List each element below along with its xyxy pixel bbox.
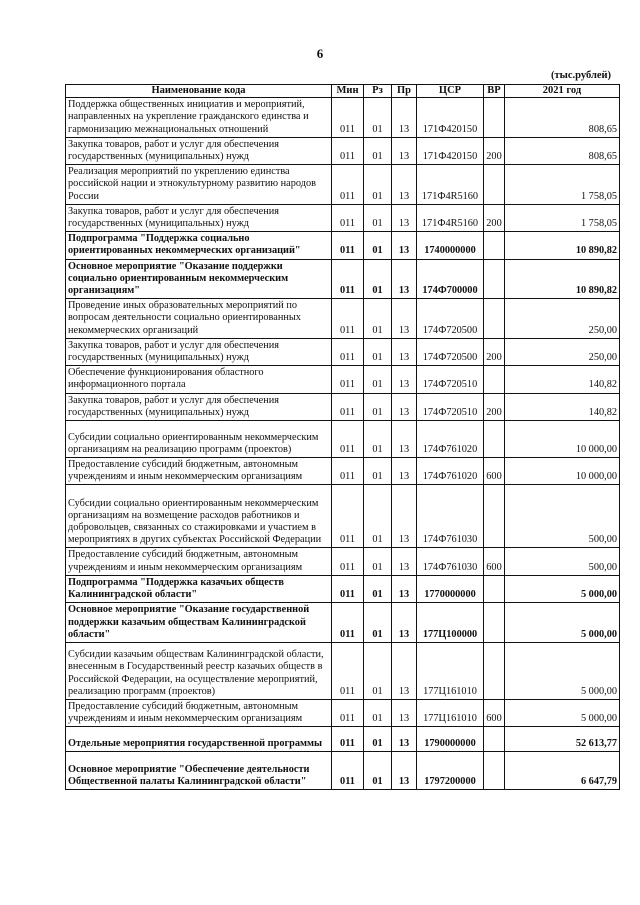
table-body: [66, 98, 620, 790]
header-min: Мин: [332, 85, 364, 98]
cell-sum: 52 613,77: [505, 727, 620, 752]
cell-name: Отдельные мероприятия государственной программы: [66, 727, 332, 752]
cell-rz: 01: [364, 485, 392, 548]
cell-rz: 01: [364, 458, 392, 485]
cell-name: Предоставление субсидий бюджетным, автономным учреждениям и иным некоммерческим организациям: [66, 548, 332, 575]
cell-csr: 1790000000: [417, 727, 484, 752]
cell-sum: 250,00: [505, 299, 620, 339]
cell-sum: 808,65: [505, 98, 620, 138]
cell-vr: 600: [484, 699, 505, 726]
cell-pr: 13: [392, 366, 417, 393]
cell-min: 011: [332, 548, 364, 575]
cell-name: Субсидии казачьим обществам Калининградской области, внесенным в Государственный реестр казачьих обществ в Российской Федерации, на осуществление мероприятий, реализацию программ (проектов): [66, 642, 332, 699]
cell-name: Проведение иных образовательных мероприятий по вопросам деятельности социально ориентированных некоммерческих организаций: [66, 299, 332, 339]
cell-pr: 13: [392, 699, 417, 726]
cell-vr: 600: [484, 548, 505, 575]
table-header-row: [66, 85, 620, 98]
cell-pr: 13: [392, 259, 417, 299]
cell-csr: 174Ф761030: [417, 548, 484, 575]
cell-csr: 1740000000: [417, 232, 484, 259]
cell-min: 011: [332, 485, 364, 548]
cell-rz: 01: [364, 204, 392, 231]
table-row: [66, 299, 620, 339]
cell-sum: 10 890,82: [505, 232, 620, 259]
table-row: [66, 98, 620, 138]
cell-name: Реализация мероприятий по укреплению единства российской нации и этнокультурному развитию народов России: [66, 165, 332, 205]
cell-csr: 174Ф700000: [417, 259, 484, 299]
cell-pr: 13: [392, 421, 417, 458]
cell-rz: 01: [364, 366, 392, 393]
cell-vr: 200: [484, 393, 505, 420]
cell-min: 011: [332, 299, 364, 339]
cell-name: Закупка товаров, работ и услуг для обеспечения государственных (муниципальных) нужд: [66, 338, 332, 365]
cell-pr: 13: [392, 204, 417, 231]
cell-sum: 6 647,79: [505, 752, 620, 790]
cell-rz: 01: [364, 642, 392, 699]
cell-csr: 171Ф420150: [417, 98, 484, 138]
table-row: [66, 642, 620, 699]
header-vr: ВР: [484, 85, 505, 98]
cell-min: 011: [332, 642, 364, 699]
cell-min: 011: [332, 259, 364, 299]
cell-rz: 01: [364, 232, 392, 259]
cell-csr: 1797200000: [417, 752, 484, 790]
cell-rz: 01: [364, 98, 392, 138]
cell-name: Предоставление субсидий бюджетным, автономным учреждениям и иным некоммерческим организациям: [66, 699, 332, 726]
cell-rz: 01: [364, 338, 392, 365]
cell-min: 011: [332, 458, 364, 485]
cell-pr: 13: [392, 752, 417, 790]
cell-sum: 500,00: [505, 485, 620, 548]
cell-min: 011: [332, 165, 364, 205]
budget-table: [65, 84, 620, 790]
unit-note: (тыс.рублей): [551, 70, 612, 81]
table-row: [66, 752, 620, 790]
cell-sum: 10 000,00: [505, 458, 620, 485]
cell-min: 011: [332, 204, 364, 231]
cell-pr: 13: [392, 727, 417, 752]
table-row: [66, 575, 620, 602]
cell-min: 011: [332, 421, 364, 458]
cell-csr: 174Ф761030: [417, 485, 484, 548]
cell-pr: 13: [392, 458, 417, 485]
header-name: Наименование кода: [66, 85, 332, 98]
cell-vr: [484, 642, 505, 699]
table-row: [66, 137, 620, 164]
cell-pr: 13: [392, 338, 417, 365]
cell-csr: 177Ц161010: [417, 699, 484, 726]
cell-min: 011: [332, 575, 364, 602]
cell-min: 011: [332, 137, 364, 164]
cell-vr: [484, 421, 505, 458]
cell-rz: 01: [364, 727, 392, 752]
cell-sum: 5 000,00: [505, 699, 620, 726]
cell-csr: 174Ф761020: [417, 421, 484, 458]
cell-min: 011: [332, 393, 364, 420]
table-row: [66, 393, 620, 420]
cell-rz: 01: [364, 137, 392, 164]
table-row: [66, 548, 620, 575]
cell-name: Предоставление субсидий бюджетным, автономным учреждениям и иным некоммерческим организациям: [66, 458, 332, 485]
cell-min: 011: [332, 752, 364, 790]
cell-min: 011: [332, 232, 364, 259]
cell-min: 011: [332, 699, 364, 726]
cell-pr: 13: [392, 548, 417, 575]
table-row: [66, 603, 620, 643]
table-row: [66, 232, 620, 259]
cell-name: Основное мероприятие "Оказание государственной поддержки казачьим обществам Калининградской области": [66, 603, 332, 643]
cell-pr: 13: [392, 393, 417, 420]
cell-csr: 171Ф4R5160: [417, 204, 484, 231]
cell-name: Субсидии социально ориентированным некоммерческим организациям на возмещение расходов работников и добровольцев, связанных со стажировками и участием в мероприятиях в других субъектах Российской Федерации: [66, 485, 332, 548]
cell-csr: 174Ф720500: [417, 338, 484, 365]
cell-min: 011: [332, 603, 364, 643]
cell-name: Поддержка общественных инициатив и мероприятий, направленных на укрепление гражданского единства и гармонизацию межнациональных отношений: [66, 98, 332, 138]
cell-sum: 1 758,05: [505, 165, 620, 205]
cell-csr: 171Ф4R5160: [417, 165, 484, 205]
cell-csr: 174Ф761020: [417, 458, 484, 485]
header-rz: Рз: [364, 85, 392, 98]
cell-vr: [484, 259, 505, 299]
cell-rz: 01: [364, 299, 392, 339]
cell-pr: 13: [392, 232, 417, 259]
cell-vr: 200: [484, 137, 505, 164]
cell-csr: 174Ф720510: [417, 393, 484, 420]
table-row: [66, 259, 620, 299]
table-row: [66, 727, 620, 752]
cell-rz: 01: [364, 752, 392, 790]
cell-rz: 01: [364, 603, 392, 643]
cell-min: 011: [332, 727, 364, 752]
cell-csr: 171Ф420150: [417, 137, 484, 164]
cell-name: Закупка товаров, работ и услуг для обеспечения государственных (муниципальных) нужд: [66, 204, 332, 231]
cell-sum: 140,82: [505, 393, 620, 420]
table-row: [66, 458, 620, 485]
cell-vr: [484, 603, 505, 643]
cell-vr: [484, 366, 505, 393]
cell-csr: 177Ц100000: [417, 603, 484, 643]
cell-name: Обеспечение функционирования областного информационного портала: [66, 366, 332, 393]
cell-sum: 1 758,05: [505, 204, 620, 231]
cell-rz: 01: [364, 259, 392, 299]
cell-vr: 600: [484, 458, 505, 485]
cell-csr: 174Ф720510: [417, 366, 484, 393]
cell-pr: 13: [392, 485, 417, 548]
cell-rz: 01: [364, 165, 392, 205]
cell-vr: [484, 232, 505, 259]
cell-pr: 13: [392, 165, 417, 205]
cell-pr: 13: [392, 603, 417, 643]
cell-rz: 01: [364, 548, 392, 575]
cell-rz: 01: [364, 575, 392, 602]
table-row: [66, 421, 620, 458]
cell-rz: 01: [364, 699, 392, 726]
cell-sum: 10 000,00: [505, 421, 620, 458]
cell-name: Подпрограмма "Поддержка социально ориентированных некоммерческих организаций": [66, 232, 332, 259]
cell-vr: [484, 165, 505, 205]
table-row: [66, 204, 620, 231]
table-row: [66, 485, 620, 548]
page-number: 6: [316, 46, 324, 61]
cell-csr: 177Ц161010: [417, 642, 484, 699]
cell-name: Основное мероприятие "Обеспечение деятельности Общественной палаты Калининградской области": [66, 752, 332, 790]
cell-sum: 5 000,00: [505, 575, 620, 602]
cell-min: 011: [332, 366, 364, 393]
cell-name: Закупка товаров, работ и услуг для обеспечения государственных (муниципальных) нужд: [66, 393, 332, 420]
cell-name: Подпрограмма "Поддержка казачьих обществ Калининградской области": [66, 575, 332, 602]
cell-rz: 01: [364, 421, 392, 458]
cell-rz: 01: [364, 393, 392, 420]
header-pr: Пр: [392, 85, 417, 98]
cell-vr: 200: [484, 338, 505, 365]
header-year: 2021 год: [505, 85, 620, 98]
cell-min: 011: [332, 98, 364, 138]
cell-sum: 250,00: [505, 338, 620, 365]
cell-name: Основное мероприятие "Оказание поддержки социально ориентированным некоммерческим организациям": [66, 259, 332, 299]
cell-sum: 5 000,00: [505, 603, 620, 643]
cell-vr: [484, 299, 505, 339]
cell-min: 011: [332, 338, 364, 365]
table-row: [66, 699, 620, 726]
cell-sum: 808,65: [505, 137, 620, 164]
cell-sum: 500,00: [505, 548, 620, 575]
cell-pr: 13: [392, 642, 417, 699]
table-row: [66, 338, 620, 365]
cell-sum: 140,82: [505, 366, 620, 393]
table-row: [66, 165, 620, 205]
cell-csr: 174Ф720500: [417, 299, 484, 339]
cell-pr: 13: [392, 137, 417, 164]
table-row: [66, 366, 620, 393]
cell-name: Закупка товаров, работ и услуг для обеспечения государственных (муниципальных) нужд: [66, 137, 332, 164]
cell-vr: [484, 575, 505, 602]
cell-sum: 10 890,82: [505, 259, 620, 299]
cell-vr: [484, 752, 505, 790]
cell-sum: 5 000,00: [505, 642, 620, 699]
cell-vr: [484, 485, 505, 548]
cell-vr: [484, 727, 505, 752]
cell-name: Субсидии социально ориентированным некоммерческим организациям на реализацию программ (проектов): [66, 421, 332, 458]
cell-csr: 1770000000: [417, 575, 484, 602]
cell-vr: [484, 98, 505, 138]
cell-pr: 13: [392, 98, 417, 138]
cell-vr: 200: [484, 204, 505, 231]
header-csr: ЦСР: [417, 85, 484, 98]
cell-pr: 13: [392, 575, 417, 602]
cell-pr: 13: [392, 299, 417, 339]
